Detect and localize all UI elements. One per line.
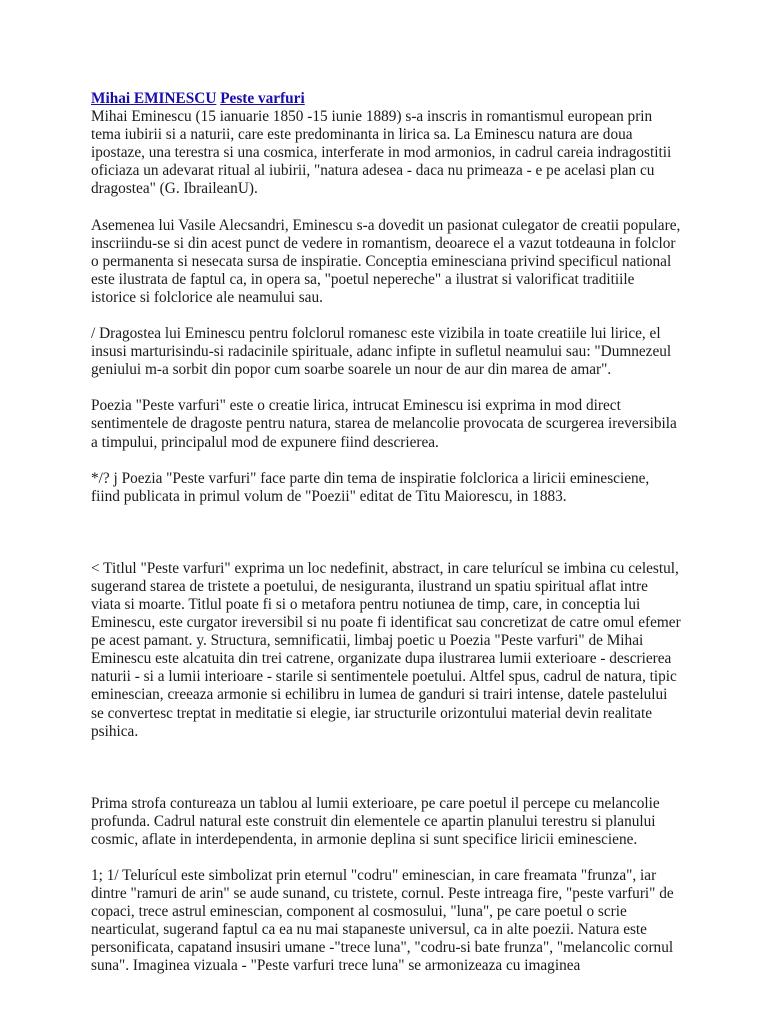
document-page xyxy=(91,90,681,976)
paragraph: */? j Poezia "Peste varfuri" face parte din tema de inspiratie folclorica a liricii eminesciene, fiind publicata in primul volum de "Poezii" editat de Titu Maiorescu, in 1883. xyxy=(91,469,650,505)
paragraph-text: Mihai Eminescu (15 ianuarie 1850 -15 iunie 1889) s-a inscris in romantismul european prin tema iubirii si a naturii, care este predominanta in lirica sa. La Eminescu natura are doua ipostaze, una terestra si una cosmica, interferate in mod armonios, in cadrul careia indragostitii oficiaza un adevarat ritual al iubirii, "natura adesea - daca nu primeaza - e pe acelasi plan cu dragostea" (G. IbraileanU). xyxy=(91,108,672,198)
paragraph-spacer xyxy=(91,849,681,867)
paragraph: / Dragostea lui Eminescu pentru folclorul romanesc este vizibila in toate creatiile lui lirice, el insusi marturisindu-si radacinile spirituale, adanc infipte in sufletul neamului sau: "Dumnezeul geniului m-a sorbit din popor cum soarbe soarele un nour de aur din marea de amar". xyxy=(91,325,672,379)
paragraph-spacer xyxy=(91,307,681,325)
first-paragraph xyxy=(91,90,681,199)
title-links xyxy=(91,90,305,107)
paragraph: Prima strofa contureaza un tablou al lumii exterioare, pe care poetul il percepe cu melancolie profunda. Cadrul natural este construit din elementele ce apartin planului terestru si planului cosmic, aflate in interdependenta, in armonie deplina si sunt specifice liricii eminesciene. xyxy=(91,794,660,848)
paragraph-spacer xyxy=(91,379,681,397)
author-link[interactable]: Mihai EMINESCU xyxy=(91,90,217,107)
paragraph: 1; 1/ Telurícul este simbolizat prin eternul "codru" eminescian, in care freamata "frunza", iar dintre "ramuri de arin" se aude sunand, cu tristete, cornul. Peste intreaga fire, "peste varfuri" de copaci, trece astrul eminescian, component al cosmosului, "luna", pe care poetul o scrie nearticulat, sugerand faptul ca ea nu mai stapaneste universul, ca in alte poezii. Natura este personificata, capatand insusiri umane -"trece luna", "codru-si bate frunza", "melancolic cornul suna". Imaginea vizuala - "Peste varfuri trece luna" se armonizeaza cu imaginea xyxy=(91,867,674,975)
paragraph-spacer xyxy=(91,506,681,560)
paragraph: Poezia "Peste varfuri" este o creatie lirica, intrucat Eminescu isi exprima in mod direct sentimentele de dragoste pentru natura, starea de melancolie provocata de scurgerea ireversibila a timpului, principalul mod de expunere fiind descrierea. xyxy=(91,397,677,451)
paragraph-spacer xyxy=(91,741,681,795)
paragraph: Asemenea lui Vasile Alecsandri, Eminescu s-a dovedit un pasionat culegator de creatii populare, inscriindu-se si din acest punct de vedere in romantism, deoarece el a vazut totdeauna in folclor o permanenta si nesecata sursa de inspiratie. Conceptia eminesciana privind specificul national este ilustrata de faptul ca, in opera sa, "poetul nepereche" a ilustrat si valorificat traditiile istorice si folclorice ale neamului sau. xyxy=(91,216,681,306)
paragraph-spacer xyxy=(91,199,681,217)
paragraph: < Titlul "Peste varfuri" exprima un loc nedefinit, abstract, in care telurícul se imbina cu celestul, sugerand starea de tristete a poetului, de nesiguranta, ilustrand un spatiu spiritual aflat intre viata si moarte. Titlul poate fi si o metafora pentru notiunea de timp, care, in conceptia lui Eminescu, este curgator ireversibil si nu poate fi identificat sau concretizat de catre omul efemer pe acest pamant. y. Structura, semnificatii, limbaj poetic u Poezia "Peste varfuri" de Mihai Eminescu este alcatuita din trei catrene, organizate dupa ilustrarea lumii exterioare - descrierea naturii - si a lumii interioare - starile si sentimentele poetului. Altfel spus, cadrul de natura, tipic eminescian, creeaza armonie si echilibru in lumea de ganduri si trairi intense, datele pastelului se convertesc treptat in meditatie si elegie, iar structurile orizontului material devin realitate psihica. xyxy=(91,559,681,740)
paragraph-spacer xyxy=(91,452,681,470)
poem-link[interactable]: Peste varfuri xyxy=(220,90,305,107)
